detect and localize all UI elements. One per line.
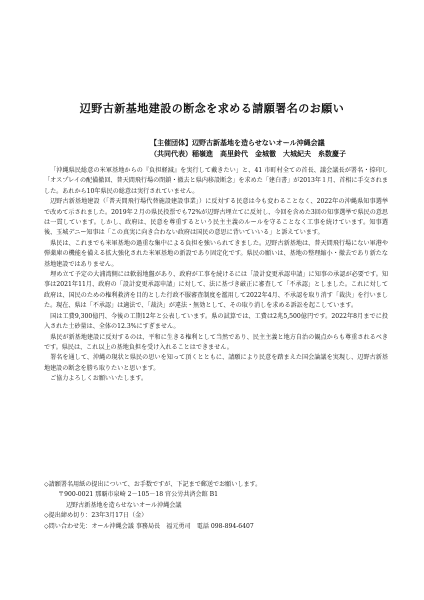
body-text (44, 166, 388, 385)
co-representatives: （共同代表）稲嶺進 高里鈴代 金城徹 大城紀夫 糸数慶子 (150, 149, 346, 158)
organizer-name: 【主催団体】辺野古新基地を造らせないオール沖縄会議 (150, 138, 325, 147)
submission-instruction: ◇請願署名用紙の提出について、お手数ですが、下記まで郵送でお願いします。 (44, 481, 262, 488)
contact-info: ◇問い合わせ先：オール沖縄会議 事務局長 福元勇司 電話 098-894-6407 (44, 522, 254, 530)
submission-deadline: ◇提出締め切り：23年3月17日（金） (44, 512, 148, 520)
mailing-recipient: 辺野古新基地を造らせないオール沖縄会議 (66, 501, 182, 509)
document-title: 辺野古新基地建設の断念を求める請願署名のお願い (79, 102, 345, 115)
organizer-block (150, 137, 410, 159)
body-paragraph: 「沖縄県民総意の米軍基地からの『負担軽減』を実行して戴きたい」と、41 市町村全ての首長、議会議長が署名・捺印し「オスプレイの配備撤回、普天間飛行場の閉鎖・撤去と県内移設断念」を求めた「建白書」が2013年１月、首相に手交されました。あれから10年県民の総意は実行されていません。 (44, 167, 388, 195)
body-paragraph: 辺野古新基地建設（「普天間飛行場代替施設建設事業」）に反対する民意は今も変わることなく、2022年の沖縄県知事選挙で改めて示されました。2019年２月の県民投票でも72%が辺野古埋立てに反対し、今回を含めた3回の知事選挙で県民の意思は一貫しています。しかし、政府は、民意を尊重するという民主主義のルールを守ることなく工事を続けています。知事選後、玉城デニー知事は「この真実に向き合わない政府は国民の意思に背いていいる」と訴えています。 (44, 198, 388, 237)
body-paragraph: 国は工費9,300億円、今後の工期12年と公表しています。県の試算では、工費は2兆5,500億円です。2022年8月までに投入された土砂量は、全体の12.3%にすぎません。 (44, 312, 388, 331)
body-paragraph: 署名を通して、沖縄の現状と県民の思いを知って頂くとともに、請願により民意を踏まえた国会論議を実現し、辺野古新基地建設の断念を勝ち取りたいと思います。 (44, 354, 388, 372)
body-paragraph: 埋め立て予定の大浦湾側には軟弱地盤があり、政府が工事を続けるには「設計変更承認申請」に知事の承認が必要です。知事は2021年11月、政府の「設計変更承認申請」に対して、法に基づき厳正に審査して「不承認」としました。これに対して政府は、国民のための権利救済を目的とした行政不服審査制度を濫用して2022年4月、不承認を取り消す「裁決」を行いました。現在、県は「不承認」は適法で、「裁決」が違法・無効として、その取り消しを求める訴訟を起こしています。 (44, 271, 388, 310)
submission-notes (44, 480, 388, 532)
body-paragraph: ご協力よろしくお願いいたします。 (50, 375, 148, 383)
body-paragraph: 県民は、これまでも米軍基地の過重な集中による負担を強いられてきました。辺野古新基地は、普天間飛行場にない軍港や弾薬庫の機能を備える拡大強化された米軍基地の新設であり固定化です。県民の願いは、基地の整理縮小・撤去であり新たな基地建設ではありません。 (44, 239, 388, 268)
mailing-address: 〒900-0021 那覇市泉崎 2－105－18 官公労共済会館 B1 (58, 491, 218, 499)
body-paragraph: 県民が新基地建設に反対するのは、平和に生きる権利として当然であり、民主主義と地方自治の観点からも尊重されるべきです。県民は、これ以上の基地負担を受け入れることはできません。 (44, 333, 388, 351)
